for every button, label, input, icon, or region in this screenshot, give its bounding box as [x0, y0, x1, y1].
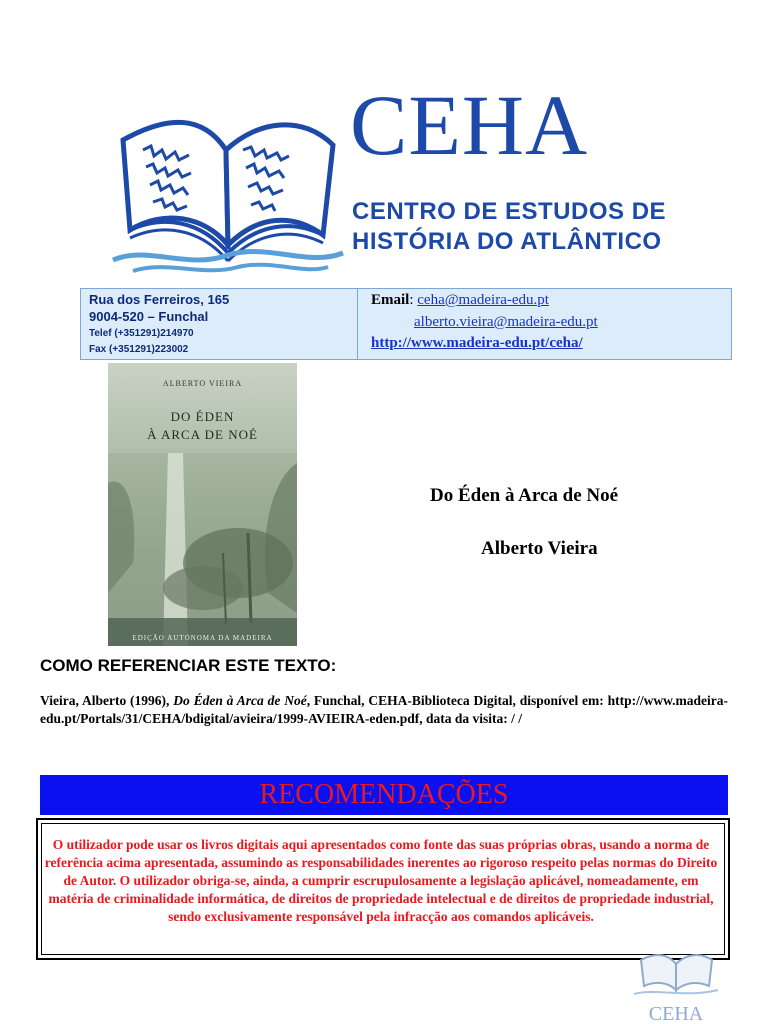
recommendations-box — [36, 818, 730, 960]
logo-subtitle-line2: HISTÓRIA DO ATLÂNTICO — [352, 228, 662, 255]
cover-title-line2: À ARCA DE NOÉ — [147, 427, 258, 442]
fax: Fax (+351291)223002 — [89, 344, 189, 355]
recommendations-text: O utilizador pode usar os livros digitais aqui apresentados como fonte das suas próprias obras, usando a norma de referência acima apresentada, assumindo as responsabilidades inerentes ao rigoroso respeito pelas normas do Direito de Autor. O utilizador obriga-se, ainda, a cumprir escrupulosamente a legislação aplicável, nomeadamente, em matéria de criminalidade informática, de direitos de propriedade intelectual e de direitos de propriedade industrial, sendo exclusivamente responsável pela infracção aos comandos aplicáveis. — [44, 837, 718, 924]
cover-footer: EDIÇÃO AUTÓNOMA DA MADEIRA — [132, 634, 273, 642]
book-title: Do Éden à Arca de Noé — [430, 485, 619, 506]
cover-author: ALBERTO VIEIRA — [162, 379, 243, 388]
cover-landscape — [108, 363, 297, 646]
address-panel — [81, 289, 358, 359]
logo-subtitle — [352, 197, 666, 257]
email-line — [371, 292, 549, 309]
citation-part1: Vieira, Alberto (1996), — [40, 693, 174, 708]
mini-logo-title: CEHA — [648, 1003, 704, 1024]
book-author: Alberto Vieira — [481, 538, 598, 559]
website-link[interactable]: http://www.madeira-edu.pt/ceha/ — [371, 335, 583, 351]
cover-title-line1: DO ÉDEN — [170, 409, 235, 424]
citation-part2: , Funchal, CEHA-Biblioteca Digital, disponível em: http://www.madeira-edu.pt/Portals/31/CEHA/bdigital/avieira/1999-AVIEIRA-eden.pdf, data da visita: / / — [40, 693, 729, 726]
logo-subtitle-line1: CENTRO DE ESTUDOS DE — [352, 198, 667, 225]
recommendations-banner — [40, 775, 728, 815]
contact-box — [80, 288, 732, 360]
citation-text — [40, 692, 728, 728]
address-line1: Rua dos Ferreiros, 165 — [89, 292, 230, 307]
email-separator: : — [409, 292, 418, 308]
citation-title: Do Éden à Arca de Noé — [173, 693, 307, 708]
open-book-icon — [108, 95, 348, 275]
book-cover-image — [108, 363, 297, 646]
logo-title: CEHA — [350, 77, 589, 173]
address-line2: 9004-520 – Funchal — [89, 309, 209, 324]
recommendations-title: RECOMENDAÇÕES — [259, 779, 509, 810]
ceha-mini-logo-icon — [626, 948, 726, 1024]
email-label: Email — [371, 292, 410, 308]
telephone: Telef (+351291)214970 — [89, 328, 194, 339]
email-link-ceha[interactable]: ceha@madeira-edu.pt — [417, 292, 549, 308]
reference-heading: COMO REFERENCIAR ESTE TEXTO: — [40, 656, 337, 675]
email-link-alberto[interactable]: alberto.vieira@madeira-edu.pt — [414, 314, 598, 330]
